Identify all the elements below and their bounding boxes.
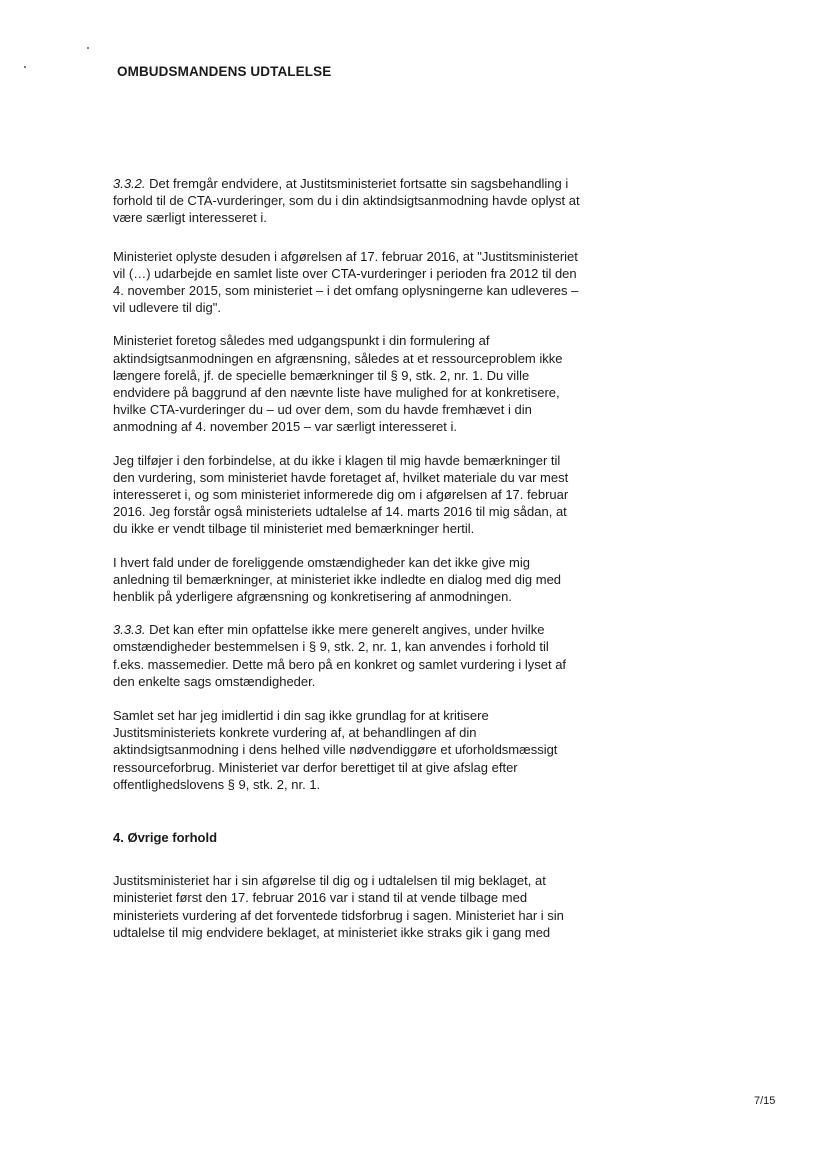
document-body bbox=[113, 175, 583, 941]
scan-speck bbox=[87, 47, 89, 49]
paragraph-3-3-3-1: 3.3.3. Det kan efter min opfattelse ikke mere generelt angives, under hvilke omstændigheder bestemmelsen i § 9, stk. 2, nr. 1, kan anvendes i forhold til f.eks. massemedier. Dette må bero på en konkret og samlet vurdering i lyset af den enkelte sags omstændigheder. bbox=[113, 622, 567, 689]
paragraph: Jeg tilføjer i den forbindelse, at du ikke i klagen til mig havde bemærkninger til den vurdering, som ministeriet havde foretaget af, hvilket materiale du var mest interesseret i, og som ministeriet informerede dig om i afgørelsen af 17. februar 2016. Jeg forstår også ministeriets udtalelse af 14. marts 2016 til mig sådan, at du ikke er vendt tilbage til ministeriet med bemærkninger hertil. bbox=[113, 452, 569, 537]
page-number: 7/15 bbox=[754, 1095, 776, 1107]
paragraph: Ministeriet oplyste desuden i afgørelsen af 17. februar 2016, at "Justitsministeriet vil (…) udarbejde en samlet liste over CTA-vurderinger i perioden fra 2012 til den 4. november 2015, som ministeriet – i det omfang oplysningerne kan udleveres – vil udlevere til dig". bbox=[113, 248, 579, 316]
paragraph: I hvert fald under de foreliggende omstændigheder kan det ikke give mig anledning til bemærkninger, at ministeriet ikke indledte en dialog med dig med henblik på yderligere afgrænsning og konkretisering af anmodningen. bbox=[113, 554, 562, 605]
paragraph: Ministeriet foretog således med udgangspunkt i din formulering af aktindsigtsanmodningen en afgrænsning, således at et ressourceproblem ikke længere forelå, jf. de specielle bemærkninger til § 9, stk. 2, nr. 1. Du ville endvidere på baggrund af den nævnte liste have mulighed for at konkretisere, hvilke CTA-vurderinger du – ud over dem, som du havde fremhævet i din anmodning af 4. november 2015 – var særligt interesseret i. bbox=[113, 333, 563, 435]
section-number: 3.3.3. bbox=[113, 622, 146, 638]
scan-speck bbox=[24, 66, 26, 68]
section-heading: 4. Øvrige forhold bbox=[113, 830, 218, 846]
paragraph: Samlet set har jeg imidlertid i din sag ikke grundlag for at kritisere Justitsministeriets konkrete vurdering af, at behandlingen af din aktindsigtsanmodning i dens helhed ville nødvendiggøre et uforholdsmæssigt ressourceforbrug. Ministeriet var derfor berettiget til at give afslag efter offentlighedslovens § 9, stk. 2, nr. 1. bbox=[113, 708, 558, 792]
page-header: OMBUDSMANDENS UDTALELSE bbox=[117, 64, 332, 79]
paragraph-3-3-2-1: 3.3.2. Det fremgår endvidere, at Justitsministeriet fortsatte sin sagsbehandling i forhold til de CTA-vurderinger, som du i din aktindsigtsanmodning havde oplyst at være særligt interesseret i. bbox=[113, 176, 580, 226]
section-number: 3.3.2. bbox=[113, 176, 146, 191]
paragraph: Justitsministeriet har i sin afgørelse til dig og i udtalelsen til mig beklaget, at ministeriet først den 17. februar 2016 var i stand til at vende tilbage med ministeriets vurdering af det forventede tidsforbrug i sagen. Ministeriet har i sin udtalelse til mig endvidere beklaget, at ministeriet ikke straks gik i gang med bbox=[113, 873, 564, 940]
